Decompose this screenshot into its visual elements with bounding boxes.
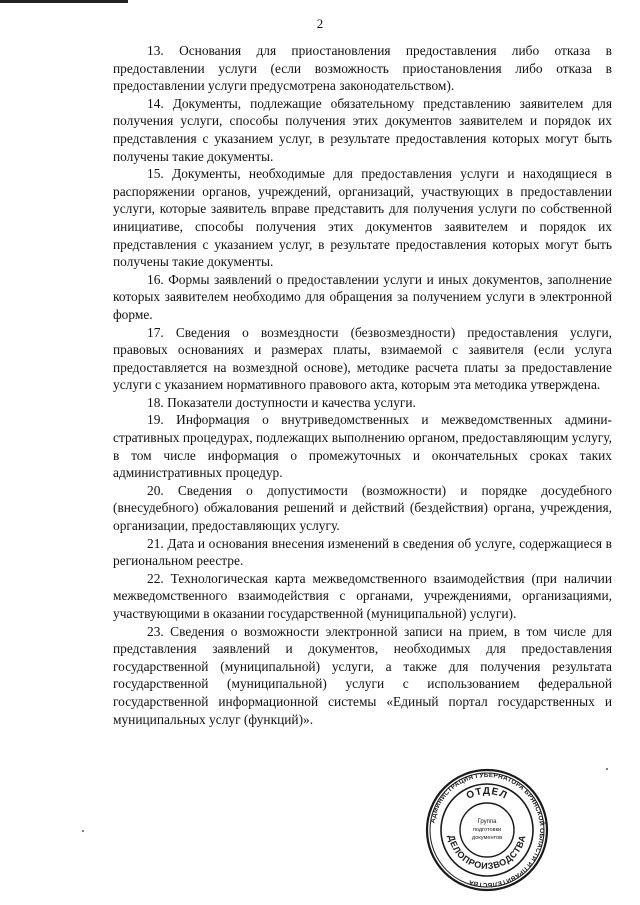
paragraph-21: 21. Дата и основания внесения изменений в сведения об услуге, содержащиеся в региональном реестре. xyxy=(113,535,612,569)
stamp-center-line3: документов xyxy=(471,835,503,841)
paragraph-19: 19. Информация о внутриведомственных и межведомственных административных процедурах, подлежащих выполнению органом, предоставляющим услугу, в том числе информация о промежуточных и окончательных сроках таких административных процедур. xyxy=(113,412,612,481)
document-body xyxy=(113,42,612,728)
paragraph-17: 17. Сведения о возмездности (безвозмездности) предоставления услуги, правовых основаниях и размерах платы, взимаемой с заявителя (если услуга предоставляется на возмездной основе), методике расчета платы за предоставление услуги с указанием нормативного правового акта, которым эта методика утверждена. xyxy=(113,324,612,393)
stamp-center-line1: Группа xyxy=(477,819,497,825)
stamp-outer-text: АДМИНИСТРАЦИЯ ГУБЕРНАТОРА БРЯНСКОЙ ОБЛАСТИ И ПРАВИТЕЛЬСТВА xyxy=(429,771,546,889)
scan-speck xyxy=(82,830,84,832)
stamp-ring-bottom: ДЕЛОПРОИЗВОДСТВА xyxy=(446,833,528,872)
stamp-center-line2: подготовки xyxy=(472,827,502,833)
paragraph-23: 23. Сведения о возможности электронной записи на прием, в том числе для представления заявлений и документов, необходимых для предоставления государственной (муниципальной) услуги, а также для получения результата государственной (муниципальной) услуги с использованием федеральной государственной информационной системы «Единый портал государственных и муниципальных услуг (функций)». xyxy=(113,623,612,727)
paragraph-15: 15. Документы, необходимые для предоставления услуги и находящиеся в распоряжении органов, учреждений, организаций, участвующих в предоставлении услуги, которые заявитель вправе представить для получения услуги по собственной инициативе, способы получения этих документов заявителем и порядок их представления с указанием услуг, в результате предоставления которых могут быть получены такие документы. xyxy=(113,166,612,270)
paragraph-18: 18. Показатели доступности и качества услуги. xyxy=(147,394,416,410)
paragraph-13: 13. Основания для приостановления предоставления либо отказа в предоставлении услуги (если возможность приостановления либо отказа в предоставлении услуги предусмотрена законодательством). xyxy=(113,43,612,94)
scan-edge-mark xyxy=(0,0,128,3)
official-stamp xyxy=(425,768,549,892)
paragraph-22: 22. Технологическая карта межведомственного взаимодействия (при наличии межведомственного взаимодействия с органами, учреждениями, организациями, участвующими в оказании государственной (муниципальной) услуги). xyxy=(113,570,612,621)
stamp-seal-graphic xyxy=(425,768,549,892)
paragraph-20: 20. Сведения о допустимости (возможности) и порядке досудебного (внесудебного) обжалования решений и действий (бездействия) органа, учреждения, организации, предоставляющих услугу. xyxy=(113,482,612,534)
stamp-ring-top: ОТДЕЛ xyxy=(464,785,510,802)
paragraph-14: 14. Документы, подлежащие обязательному представлению заявителем для получения услуги, способы получения этих документов заявителем и порядок их представления с указанием услуг, в результате предоставления которых могут быть получены такие документы. xyxy=(113,95,612,164)
page-number: 2 xyxy=(316,16,324,31)
paragraph-16: 16. Формы заявлений о предоставлении услуги и иных документов, заполнение которых заявителем необходимо для обращения за получением услуги в электронной форме. xyxy=(113,271,612,322)
scan-speck xyxy=(606,768,608,770)
